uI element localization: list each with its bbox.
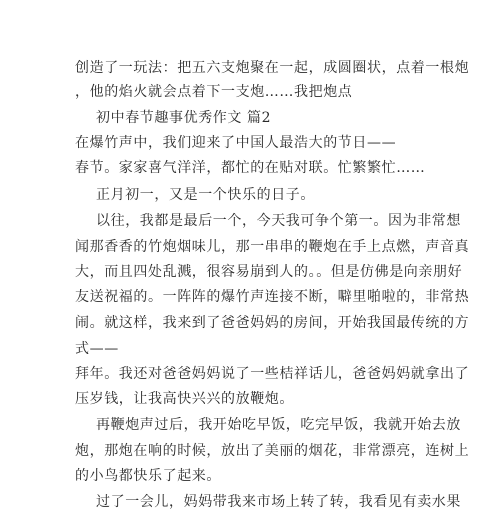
section-heading: 初中春节趣事优秀作文 篇2: [96, 110, 272, 126]
paragraph-line: 正月初一，又是一个快乐的日子。: [96, 187, 315, 203]
paragraph-line: 压岁钱，让我高快兴兴的放鞭炮。: [75, 391, 294, 407]
paragraph-line: 再鞭炮声过后，我开始吃早饭，吃完早饭，我就开始去放: [96, 417, 461, 433]
paragraph-line: 式——: [75, 341, 119, 357]
paragraph-line: 炮，那炮在响的时候，放出了美丽的烟花，非常漂亮，连树上: [75, 443, 470, 459]
paragraph-line: 大，而且四处乱溅，很容易崩到人的。。但是仿佛是向亲朋好: [75, 264, 463, 280]
paragraph-line: 创造了一玩法：把五六支炮聚在一起，成圆圈状，点着一根炮: [75, 60, 470, 76]
paragraph-line: 过了一会儿，妈妈带我来市场上转了转，我看见有卖水果: [96, 494, 461, 510]
paragraph-line: 闹。就这样，我来到了爸爸妈妈的房间，开始我国最传统的方: [75, 315, 470, 331]
paragraph-line: 以往，我都是最后一个，今天我可争个第一。因为非常想: [96, 213, 461, 229]
paragraph-line: 的小鸟都快乐了起来。: [75, 468, 221, 484]
paragraph-line: ，他的焰火就会点着下一支炮……我把炮点: [75, 84, 353, 100]
paragraph-line: 在爆竹声中，我们迎来了中国人最浩大的节日——: [75, 135, 397, 151]
paragraph-line: 友送祝福的。一阵阵的爆竹声连接不断，噼里啪啦的，非常热: [75, 289, 470, 305]
paragraph-line: 闻那香香的竹炮烟味儿，那一串串的鞭炮在手上点燃，声音真: [75, 239, 470, 255]
paragraph-line: 拜年。我还对爸爸妈妈说了一些桔祥话儿，爸爸妈妈就拿出了: [75, 366, 470, 382]
paragraph-line: 春节。家家喜气洋洋，都忙的在贴对联。忙繁繁忙……: [75, 160, 426, 176]
